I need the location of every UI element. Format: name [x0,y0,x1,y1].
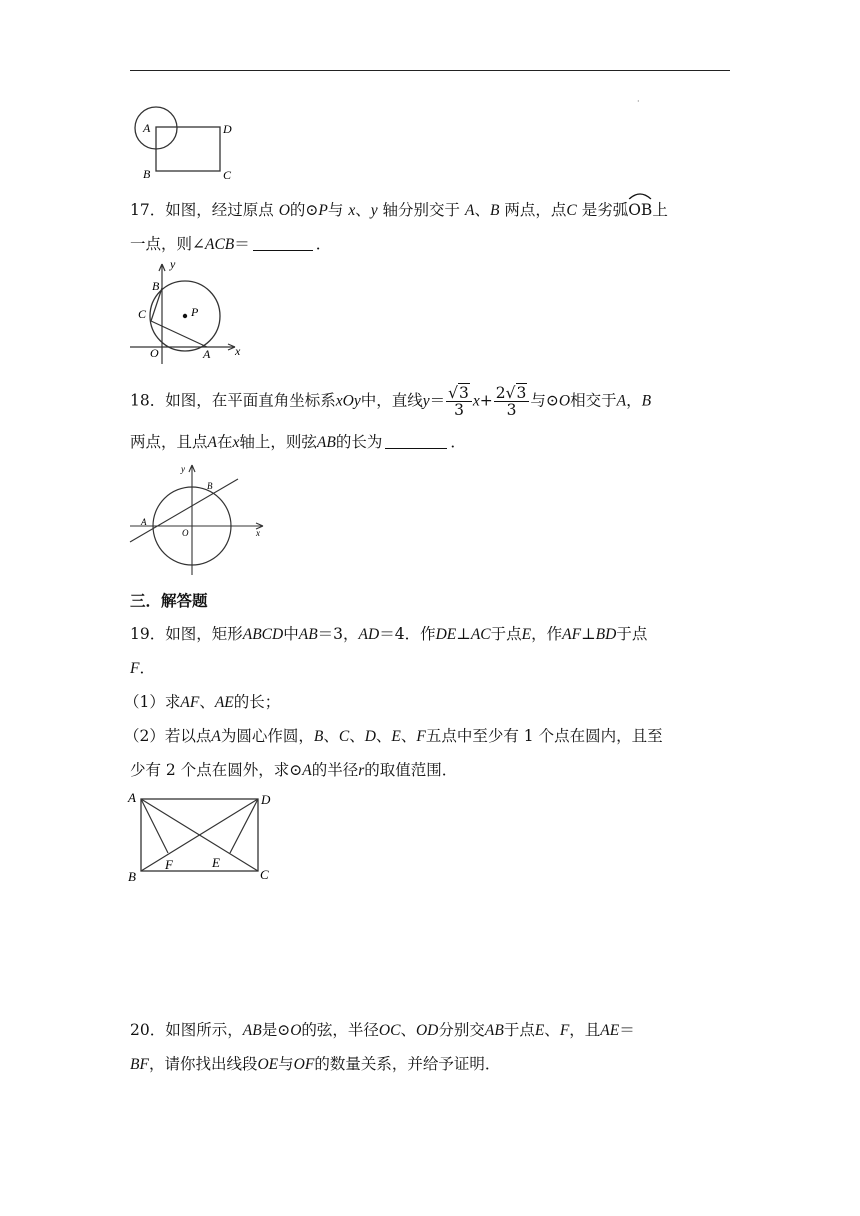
fig19-label-f: F [165,857,173,872]
q18-line1: 18．如图，在平面直角坐标系xOy中，直线y＝ $\frac{√3}{3}$ x+ $\frac{2√3}{3}$ 与⊙O相交于A，B [130,384,652,419]
q17-line2: 一点，则∠ACB＝ ． [130,235,332,253]
fig18-label-x: x [256,528,260,538]
fig18-label-b: B [207,481,213,491]
fig17-label-x: x [235,344,241,358]
section-3-heading: 三．解答题 [130,591,208,610]
answer-blank-17[interactable] [253,236,313,251]
header-dot: · [637,97,640,106]
q19-part1: （1）求AF、AE的长； [124,693,281,711]
q19-line1: 19．如图，矩形ABCD中AB＝3，AD＝4．作DE⊥AC于点E，作AF⊥BD于点 [130,625,648,643]
arc-ob: OB [628,199,652,221]
figure-17 [130,257,250,365]
fig16-label-c: C [223,168,232,182]
fig18-label-y: y [181,464,185,474]
q19-part2: （2）若以点A为圆心作圆，B、C、D、E、F五点中至少有 1 个点在圆内，且至 [124,727,663,745]
fig17-label-a: A [203,347,211,361]
q20-line1: 20．如图所示，AB是⊙O的弦，半径OC、OD分别交AB于点E、F，且AE＝ [130,1021,635,1039]
fig17-label-p: P [191,305,199,319]
fig19-label-b: B [128,869,136,884]
answer-blank-18[interactable] [385,434,447,449]
q19-line2: F． [130,659,155,677]
q20-line2: BF，请你找出线段OE与OF的数量关系，并给予证明． [130,1055,501,1073]
q18-line2: 两点，且点A在x轴上，则弦AB的长为 ． [130,433,466,451]
fig16-label-d: D [223,122,232,136]
q19-part2-cont: 少有 2 个点在圆外，求⊙A的半径r的取值范围． [130,761,458,779]
fig16-label-a: A [143,121,151,135]
figure-19 [126,786,286,886]
fig16-label-b: B [143,167,151,181]
fig17-label-c: C [138,307,147,321]
fig19-label-e: E [212,855,220,870]
fig18-label-o: O [182,528,189,538]
fraction-2sqrt3-over-3: $\frac{2√3}{3}$ [494,385,530,418]
fig19-label-a: A [128,790,136,805]
fig19-label-c: C [260,867,269,882]
q17-line1: 17．如图，经过原点 O的⊙P与 x、y 轴分别交于 A、B 两点，点C 是劣弧 OB上 [130,199,730,222]
fraction-sqrt3-over-3: $\frac{√3}{3}$ [446,385,472,418]
figure-16 [130,100,250,185]
fig19-label-d: D [261,792,271,807]
header-rule [130,70,730,71]
fig17-label-y: y [170,257,176,271]
fig18-label-a: A [141,517,147,527]
figure-18 [130,462,270,577]
fig17-label-b: B [152,279,160,293]
fig17-label-o: O [150,346,159,360]
